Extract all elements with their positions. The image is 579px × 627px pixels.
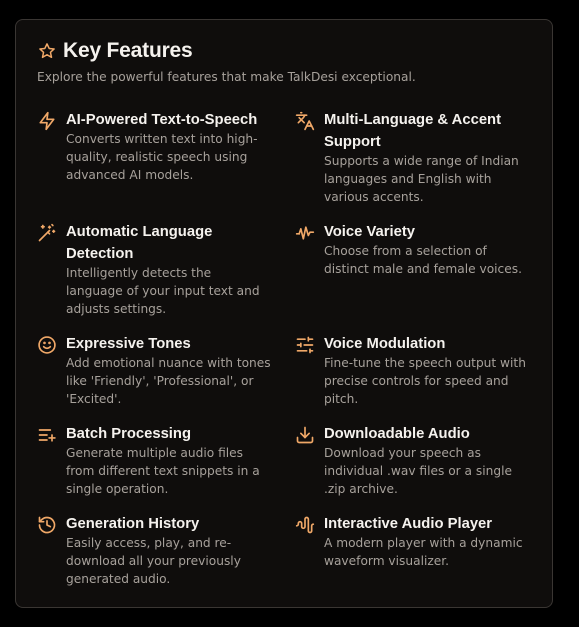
feature-title: Interactive Audio Player	[324, 516, 493, 532]
feature-description: Supports a wide range of Indian languages and English with various accents.	[324, 154, 519, 204]
feature-title: Downloadable Audio	[324, 426, 470, 442]
feature-title: AI-Powered Text-to-Speech	[66, 112, 258, 128]
card-title: Key Features	[63, 39, 193, 62]
feature-description: Fine-tune the speech output with precise controls for speed and pitch.	[324, 356, 526, 406]
feature-description: Choose from a selection of distinct male and female voices.	[324, 244, 522, 276]
key-features-card	[15, 19, 553, 608]
smile-icon	[37, 335, 57, 355]
star-icon	[37, 41, 57, 61]
audio-lines-icon	[295, 223, 315, 243]
list-plus-icon	[37, 425, 57, 445]
feature-description: Add emotional nuance with tones like 'Friendly', 'Professional', or 'Excited'.	[66, 356, 271, 406]
card-subtitle: Explore the powerful features that make TalkDesi exceptional.	[37, 70, 416, 84]
feature-description: Generate multiple audio files from different text snippets in a single operation.	[66, 446, 260, 496]
feature-title: Batch Processing	[66, 426, 191, 442]
zap-icon	[37, 111, 57, 131]
card-header	[37, 39, 193, 63]
wand-icon	[37, 223, 57, 243]
download-icon	[295, 425, 315, 445]
audio-waveform-icon	[295, 515, 315, 535]
feature-description: Intelligently detects the language of your input text and adjusts settings.	[66, 266, 260, 316]
languages-icon	[295, 111, 315, 131]
feature-title: Expressive Tones	[66, 336, 191, 352]
feature-description: Download your speech as individual .wav files or a single .zip archive.	[324, 446, 512, 496]
feature-title: Automatic Language Detection	[66, 224, 213, 262]
history-icon	[37, 515, 57, 535]
feature-title: Generation History	[66, 516, 200, 532]
feature-title: Multi-Language & Accent Support	[324, 112, 502, 150]
feature-description: Easily access, play, and re-download all your previously generated audio.	[66, 536, 241, 586]
feature-description: A modern player with a dynamic waveform visualizer.	[324, 536, 523, 568]
feature-description: Converts written text into high-quality, realistic speech using advanced AI models.	[66, 132, 258, 182]
sliders-icon	[295, 335, 315, 355]
feature-title: Voice Modulation	[324, 336, 446, 352]
feature-title: Voice Variety	[324, 224, 416, 240]
